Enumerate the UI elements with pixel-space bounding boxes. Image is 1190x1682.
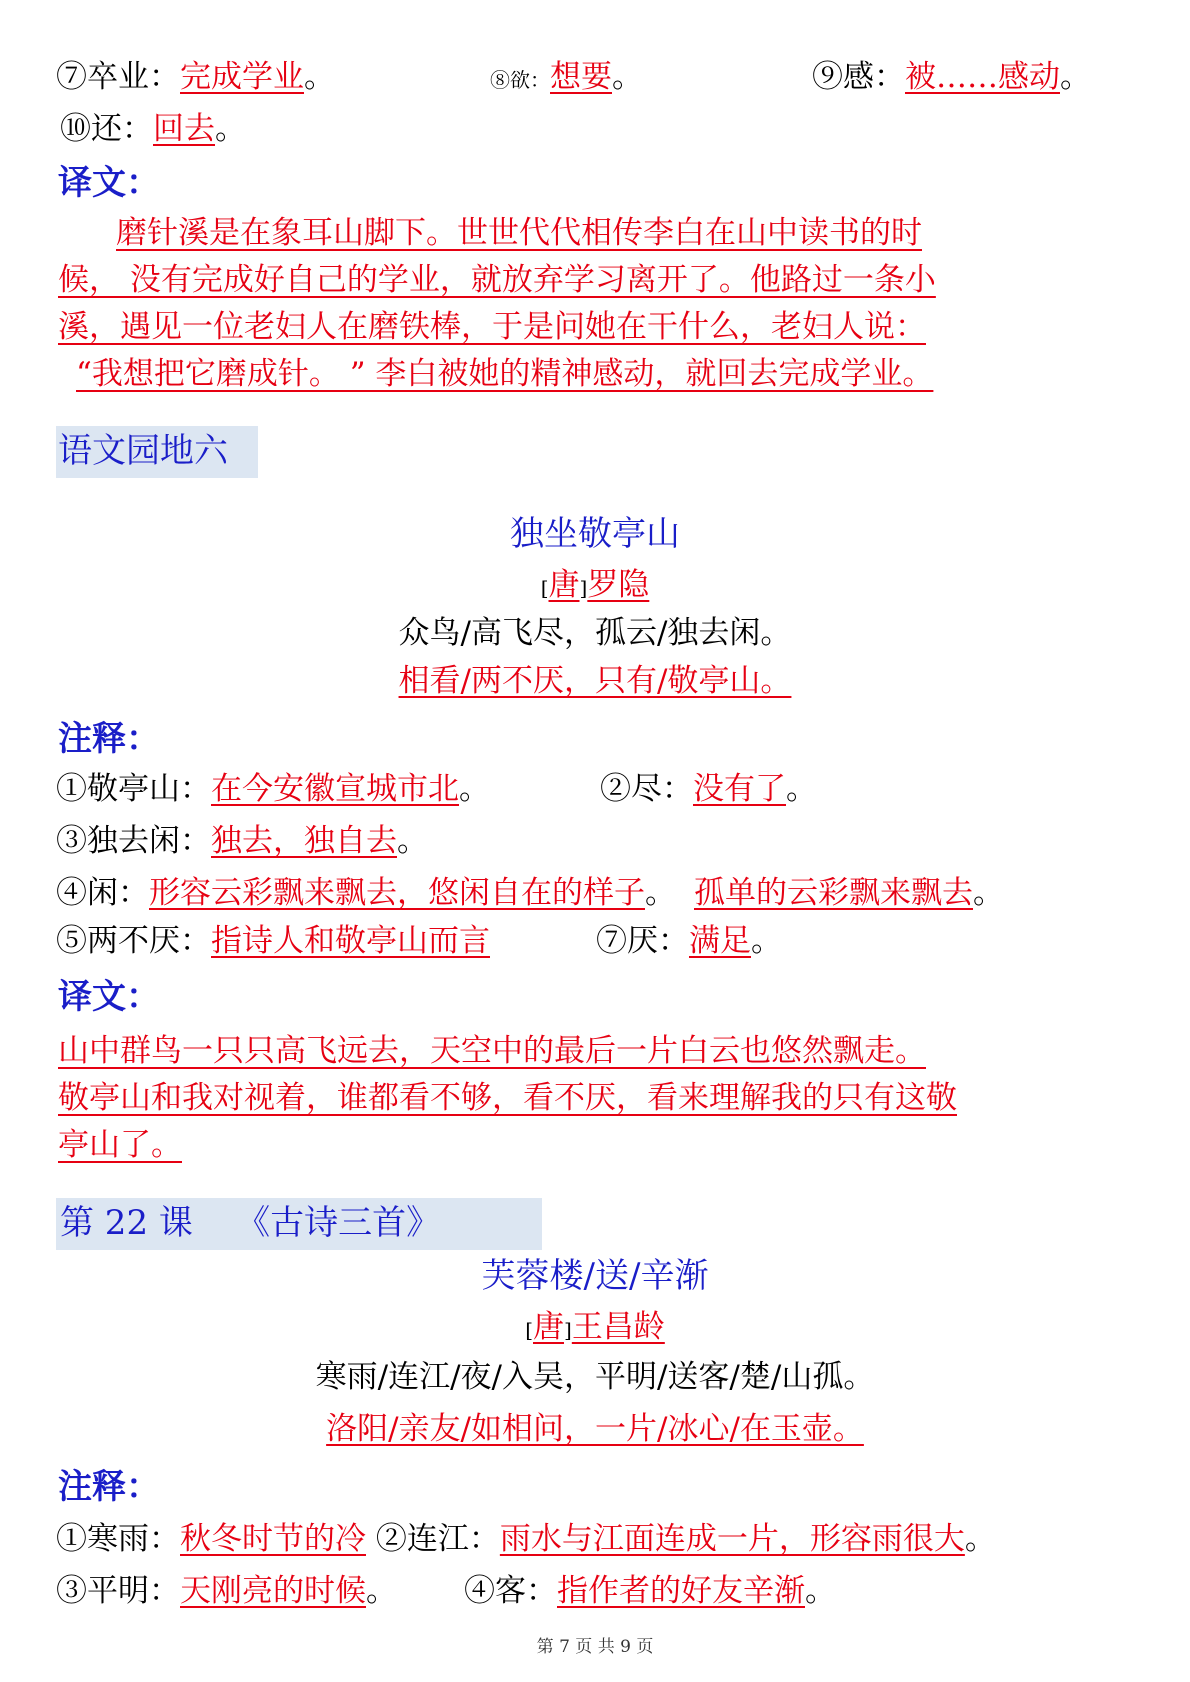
poem-dynasty: 唐 [533,1309,564,1345]
note-row: ⑧欲：想要。 [490,59,643,95]
note-def: 天刚亮的时候 [180,1573,366,1609]
note-row: ③独去闲：独去，独自去。 [56,823,428,859]
poem-author-name: 罗隐 [587,567,650,603]
poem-author: [唐]王昌龄 [525,1309,665,1345]
note-term: ②连江： [375,1521,500,1557]
translation-line: 候， 没有完成好自己的学业，就放弃学习离开了。他路过一条小 [58,262,936,298]
note-row: ⑦卒业：完成学业。 [56,59,335,95]
translation-label: 译文： [58,163,160,203]
note-term: ④客： [464,1573,557,1609]
poem-dynasty: 唐 [548,567,580,603]
note-def: 在今安徽宣城市北 [211,771,459,807]
poem-line: 众鸟/高飞尽，孤云/独去闲。 [398,615,792,651]
note-def: 独去，独自去 [211,823,397,859]
section-title: 语文园地六 [58,431,228,471]
note-def: 形容云彩飘来飘去，悠闲自在的样子 [149,875,645,911]
poem-title: 芙蓉楼/送/辛渐 [481,1256,709,1296]
translation-line: 敬亭山和我对视着，谁都看不够，看不厌，看来理解我的只有这敬 [58,1080,957,1116]
translation-paragraph [58,210,1138,398]
note-term: ①寒雨： [56,1521,180,1557]
page-footer: 第 7 页 共 9 页 [536,1637,654,1657]
note-row: ②尽：没有了。 [600,771,817,807]
note-def: 秋冬时节的冷 [180,1521,366,1557]
note-def: 完成学业 [180,59,304,95]
note-term: ③独去闲： [56,823,211,859]
note-row: ①敬亭山：在今安徽宣城市北。 [56,771,490,807]
note-term: ⑦厌： [596,923,689,959]
note-term: ④闲： [56,875,149,911]
note-def: 回去 [153,111,215,147]
translation-label: 译文： [58,977,160,1017]
note-def: 被……感动 [905,59,1060,95]
poem-line: 相看/两不厌，只有/敬亭山。 [398,663,792,699]
note-def: 雨水与江面连成一片，形容雨很大 [499,1521,965,1557]
note-term: ③平明： [56,1573,180,1609]
note-term: ②尽： [600,771,693,807]
note-def: 指作者的好友辛渐 [557,1573,805,1609]
note-row [56,920,490,962]
note-row: ⑦厌：满足。 [596,923,782,959]
translation-line: 溪，遇见一位老妇人在磨铁棒，于是问她在干什么，老妇人说： [58,309,926,345]
poem-author: [唐]罗隐 [540,567,650,603]
note-term: ⑤两不厌： [56,923,211,959]
poem-title: 独坐敬亭山 [510,514,680,554]
translation-line: “我想把它磨成针。 ” 李白被她的精神感动，就回去完成学业。 [76,356,934,392]
note-term: ①敬亭山： [56,771,211,807]
note-def: 孤单的云彩飘来飘去 [694,875,973,911]
translation-line: 亭山了。 [58,1127,182,1163]
note-row: ④闲：形容云彩飘来飘去，悠闲自在的样子。 孤单的云彩飘来飘去。 [56,875,1004,911]
poem-author-name: 王昌龄 [571,1309,665,1345]
notes-label: 注释： [58,1467,160,1507]
note-row: ①寒雨：秋冬时节的冷 ②连江：雨水与江面连成一片，形容雨很大。 [56,1521,996,1557]
note-row: ⑩还：回去。 [60,111,246,147]
section-title: 第 22 课 《古诗三首》 [60,1203,441,1243]
note-def: 没有了 [693,771,786,807]
notes-label: 注释： [58,719,160,759]
translation-paragraph [58,1028,1138,1169]
note-row: ④客：指作者的好友辛渐。 [464,1573,836,1609]
note-def: 满足 [689,923,751,959]
translation-line: 山中群鸟一只只高飞远去，天空中的最后一片白云也悠然飘走。 [58,1033,926,1069]
note-term: ⑨感： [812,59,905,95]
note-def: 想要 [550,59,612,95]
note-term: ⑦卒业： [56,59,180,95]
note-term: ⑩还： [60,111,153,147]
note-def: 指诗人和敬亭山而言 [211,923,490,959]
note-row: ⑨感：被……感动。 [812,59,1091,95]
note-term: ⑧欲： [490,68,550,92]
poem-line: 洛阳/亲友/如相问，一片/冰心/在玉壶。 [326,1411,864,1447]
translation-line: 磨针溪是在象耳山脚下。世世代代相传李白在山中读书的时 [116,215,922,251]
note-row: ③平明：天刚亮的时候。 [56,1573,397,1609]
poem-line: 寒雨/连江/夜/入吴，平明/送客/楚/山孤。 [315,1359,875,1395]
